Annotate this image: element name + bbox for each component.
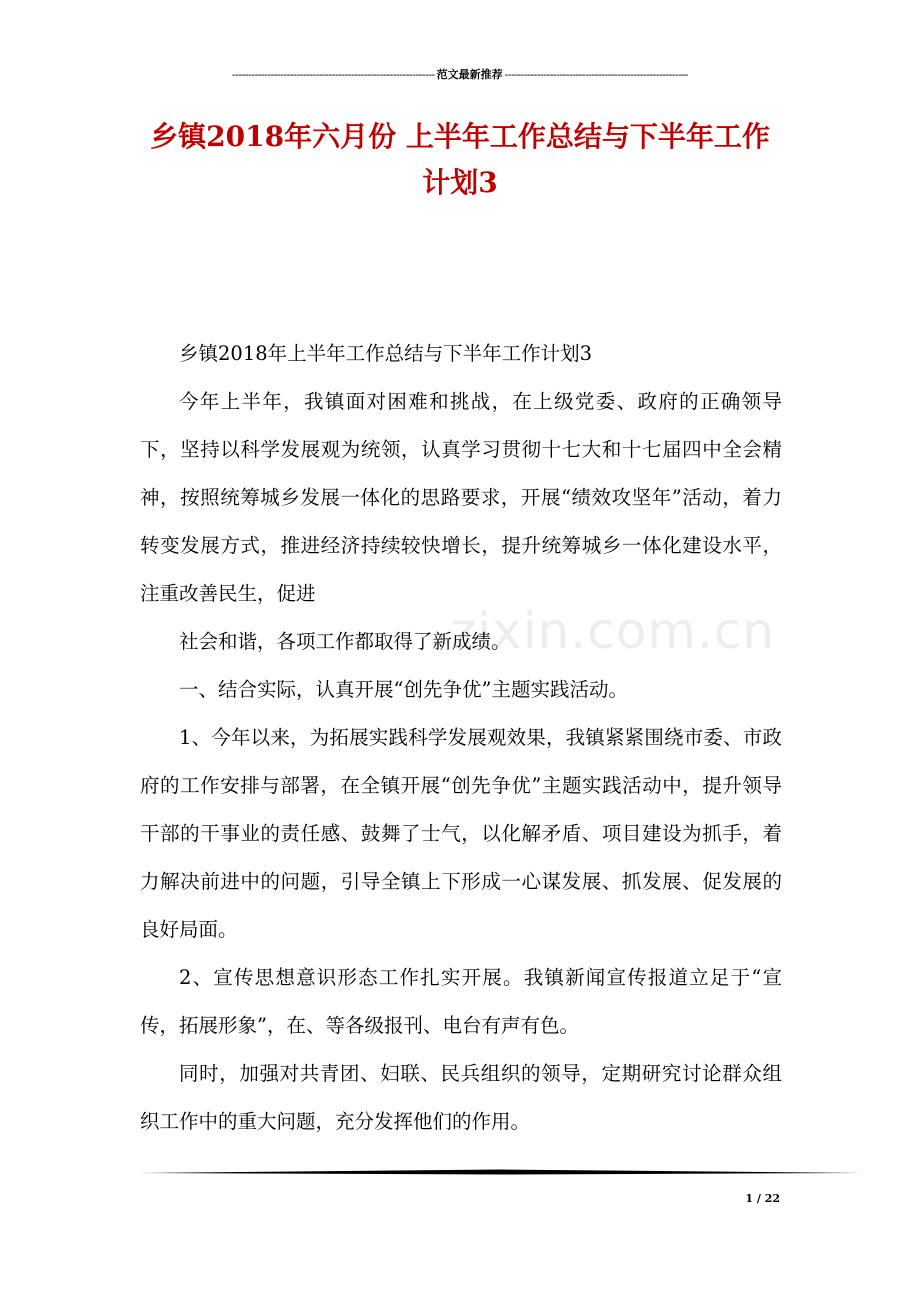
document-title (140, 114, 780, 206)
body-paragraph: 同时，加强对共青团、妇联、民兵组织的领导，定期研究讨论群众组织工作中的重大问题，充分发挥他们的作用。 (140, 1062, 782, 1133)
footer-divider (140, 1168, 862, 1176)
body-paragraph: 1、今年以来，为拓展实践科学发展观效果，我镇紧紧围绕市委、市政府的工作安排与部署，在全镇开展“创先争优”主题实践活动中，提升领导干部的干事业的责任感、鼓舞了士气，以化解矛盾、项目建设为抓手，着力解决前进中的问题，引导全镇上下形成一心谋发展、抓发展、促发展的良好局面。 (140, 726, 782, 941)
page-header (140, 66, 780, 82)
page-number: 1 / 22 (745, 1192, 780, 1205)
subtitle-paragraph: 乡镇2018年上半年工作总结与下半年工作计划3 (179, 342, 593, 365)
title-line-2: 计划3 (422, 166, 498, 199)
body-paragraph: 今年上半年，我镇面对困难和挑战，在上级党委、政府的正确领导下，坚持以科学发展观为统领，认真学习贯彻十七大和十七届四中全会精神，按照统筹城乡发展一体化的思路要求，开展“绩效攻坚年”活动，着力转变发展方式，推进经济持续较快增长，提升统筹城乡一体化建设水平，注重改善民生，促进 (140, 390, 782, 605)
section-heading: 一、结合实际，认真开展“创先争优”主题实践活动。 (179, 678, 628, 701)
header-right-dashes: --------------------------------------------------------- (504, 68, 689, 81)
header-left-dashes: --------------------------------------------------------------- (231, 68, 435, 81)
body-paragraph: 2、宣传思想意识形态工作扎实开展。我镇新闻宣传报道立足于“宣传，拓展形象”，在、等各级报刊、电台有声有色。 (140, 966, 782, 1037)
document-body (140, 330, 782, 1146)
body-paragraph: 社会和谐，各项工作都取得了新成绩。 (179, 630, 511, 653)
header-label: 范文最新推荐 (436, 68, 503, 81)
title-line-1: 乡镇2018年六月份 上半年工作总结与下半年工作 (150, 120, 770, 153)
watermark: zixin.com.cn (450, 602, 776, 660)
